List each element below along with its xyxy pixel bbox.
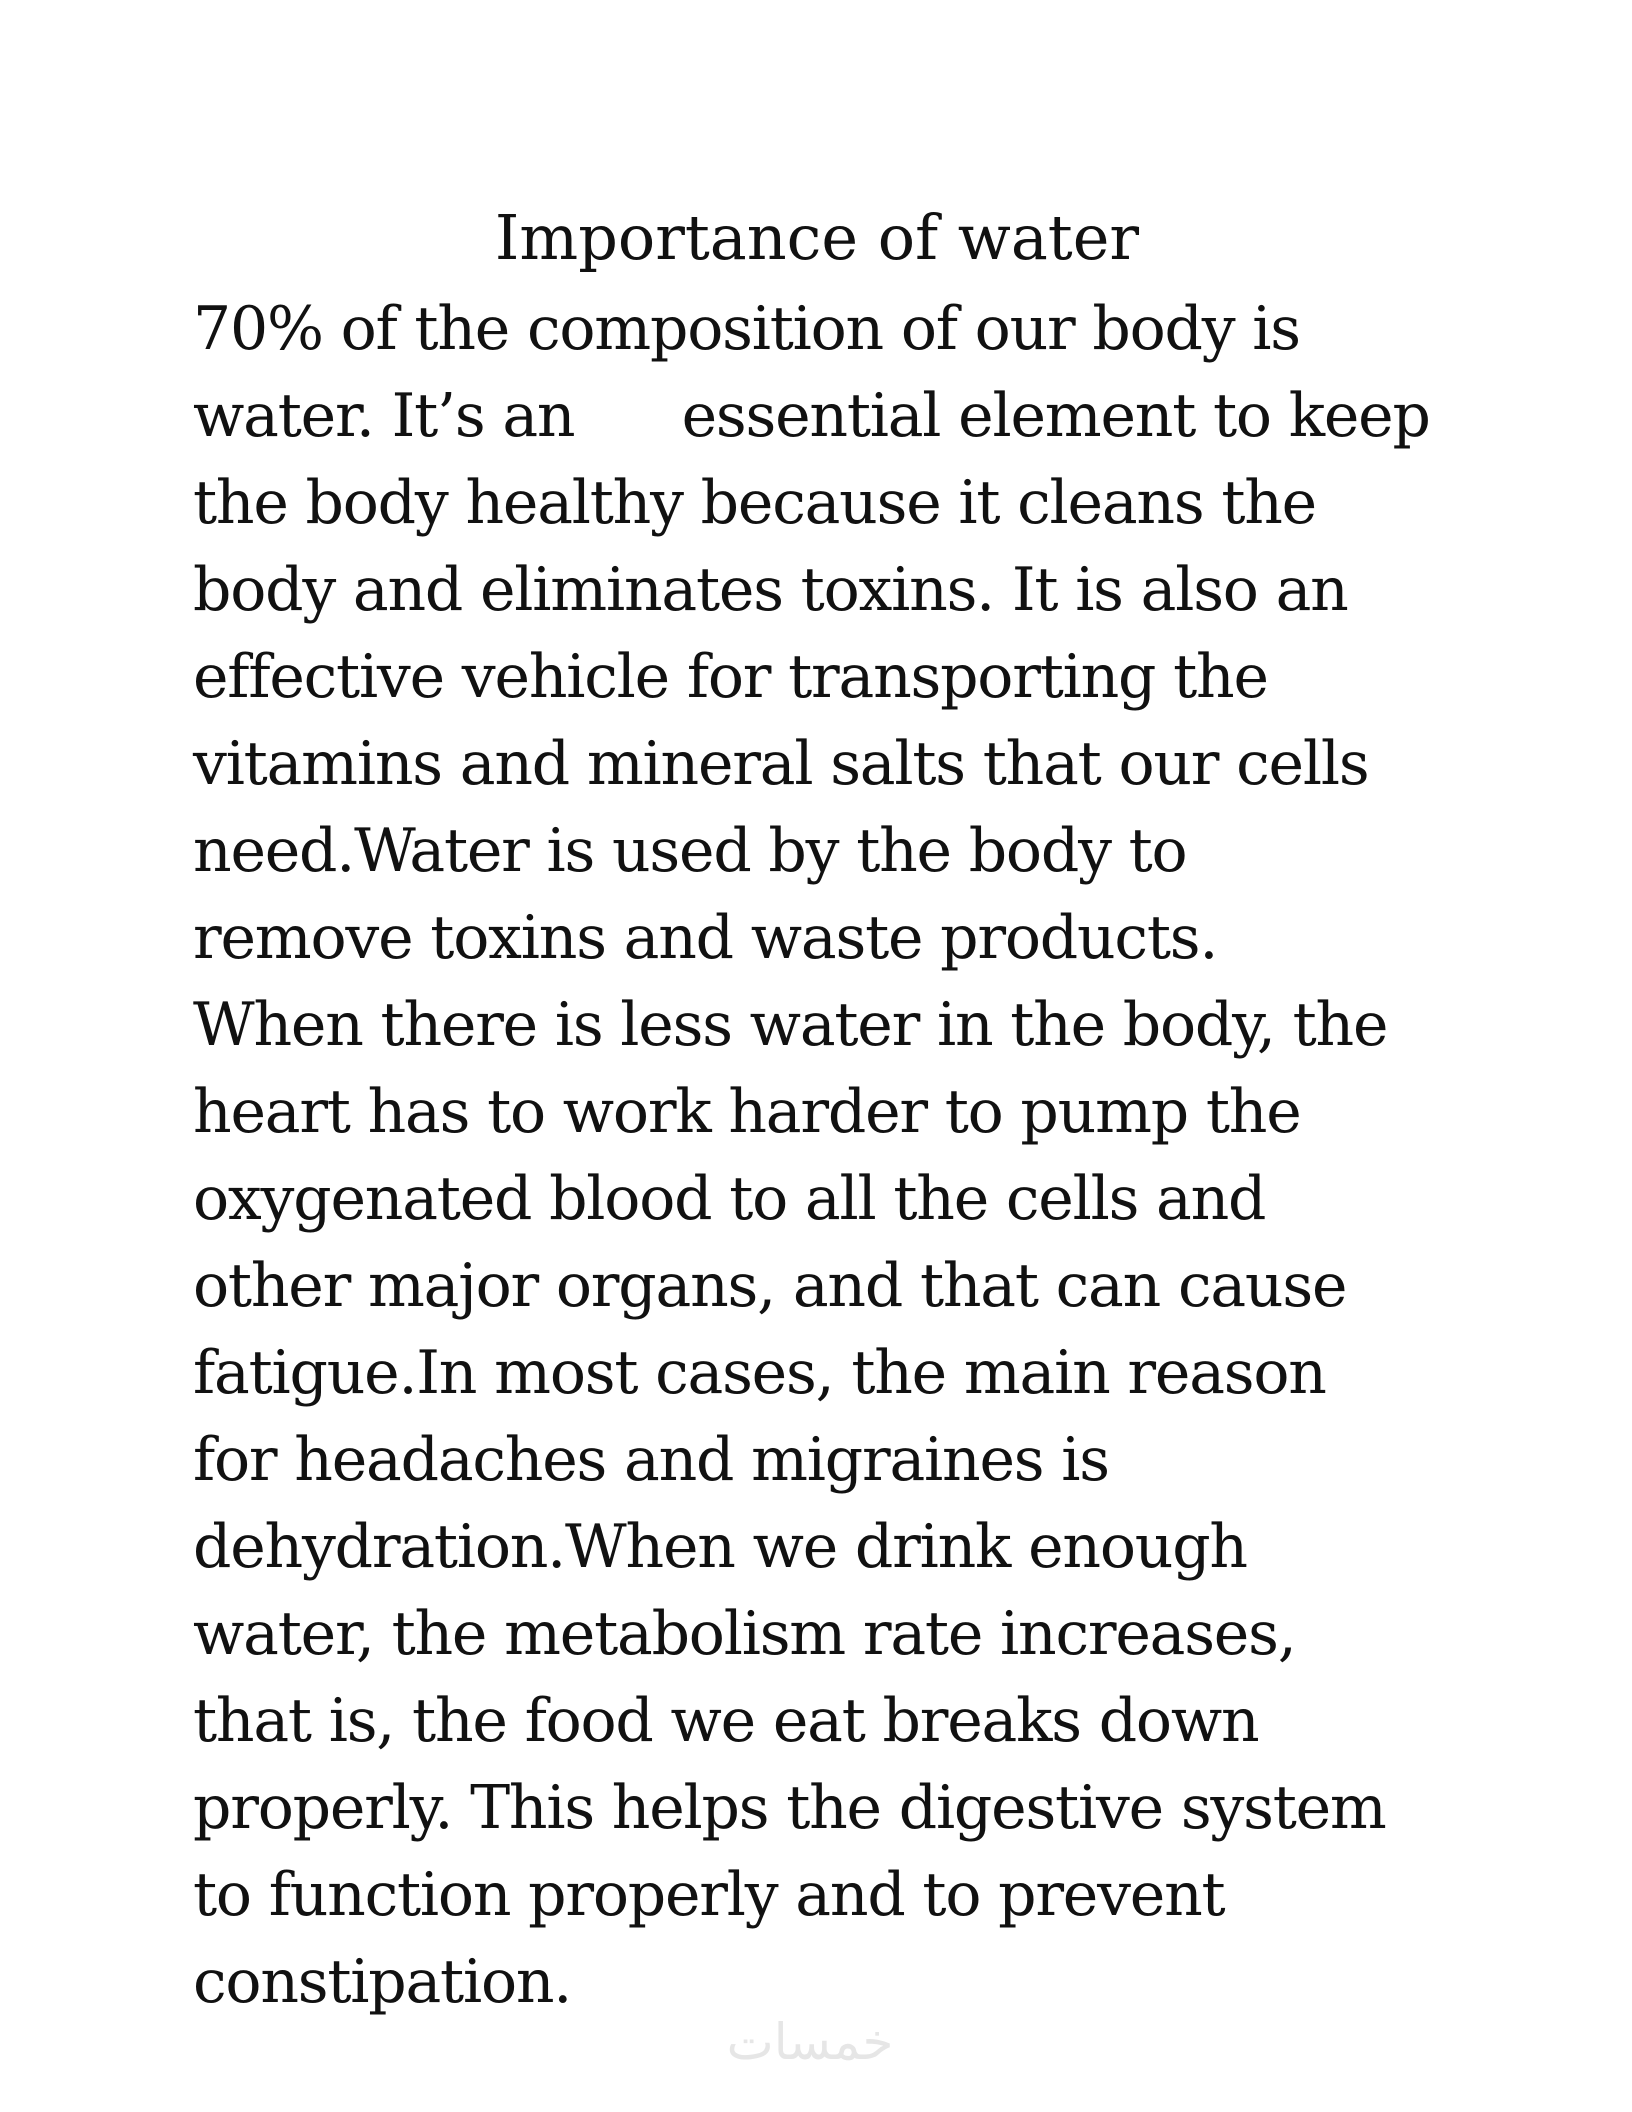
body-line: When there is less water in the body, the	[193, 990, 1388, 1060]
body-line: the body healthy because it cleans the	[193, 468, 1316, 538]
body-line: vitamins and mineral salts that our cells	[193, 729, 1369, 799]
body-line: that is, the food we eat breaks down	[193, 1686, 1259, 1756]
body-line: dehydration.When we drink enough	[193, 1512, 1247, 1582]
body-line: constipation.	[193, 1947, 572, 2017]
body-line: water, the metabolism rate increases,	[193, 1599, 1296, 1669]
body-line: heart has to work harder to pump the	[193, 1077, 1301, 1147]
body-line: fatigue.In most cases, the main reason	[193, 1338, 1326, 1408]
body-line: remove toxins and waste products.	[193, 903, 1218, 973]
body-line: to function properly and to prevent	[193, 1860, 1225, 1930]
body-line: effective vehicle for transporting the	[193, 642, 1268, 712]
document-title: Importance of water	[494, 201, 1140, 274]
body-line: oxygenated blood to all the cells and	[193, 1164, 1266, 1234]
body-line: body and eliminates toxins. It is also an	[193, 555, 1348, 625]
body-line: for headaches and migraines is	[193, 1425, 1109, 1495]
body-line: need.Water is used by the body to	[193, 816, 1187, 886]
body-line: properly. This helps the digestive system	[193, 1773, 1386, 1843]
body-line: water. It’s an essential element to keep	[193, 381, 1430, 451]
document-body	[193, 286, 1493, 2026]
body-line: 70% of the composition of our body is	[193, 294, 1300, 364]
body-line: other major organs, and that can cause	[193, 1251, 1347, 1321]
watermark-logo: خمسات	[726, 2013, 894, 2071]
